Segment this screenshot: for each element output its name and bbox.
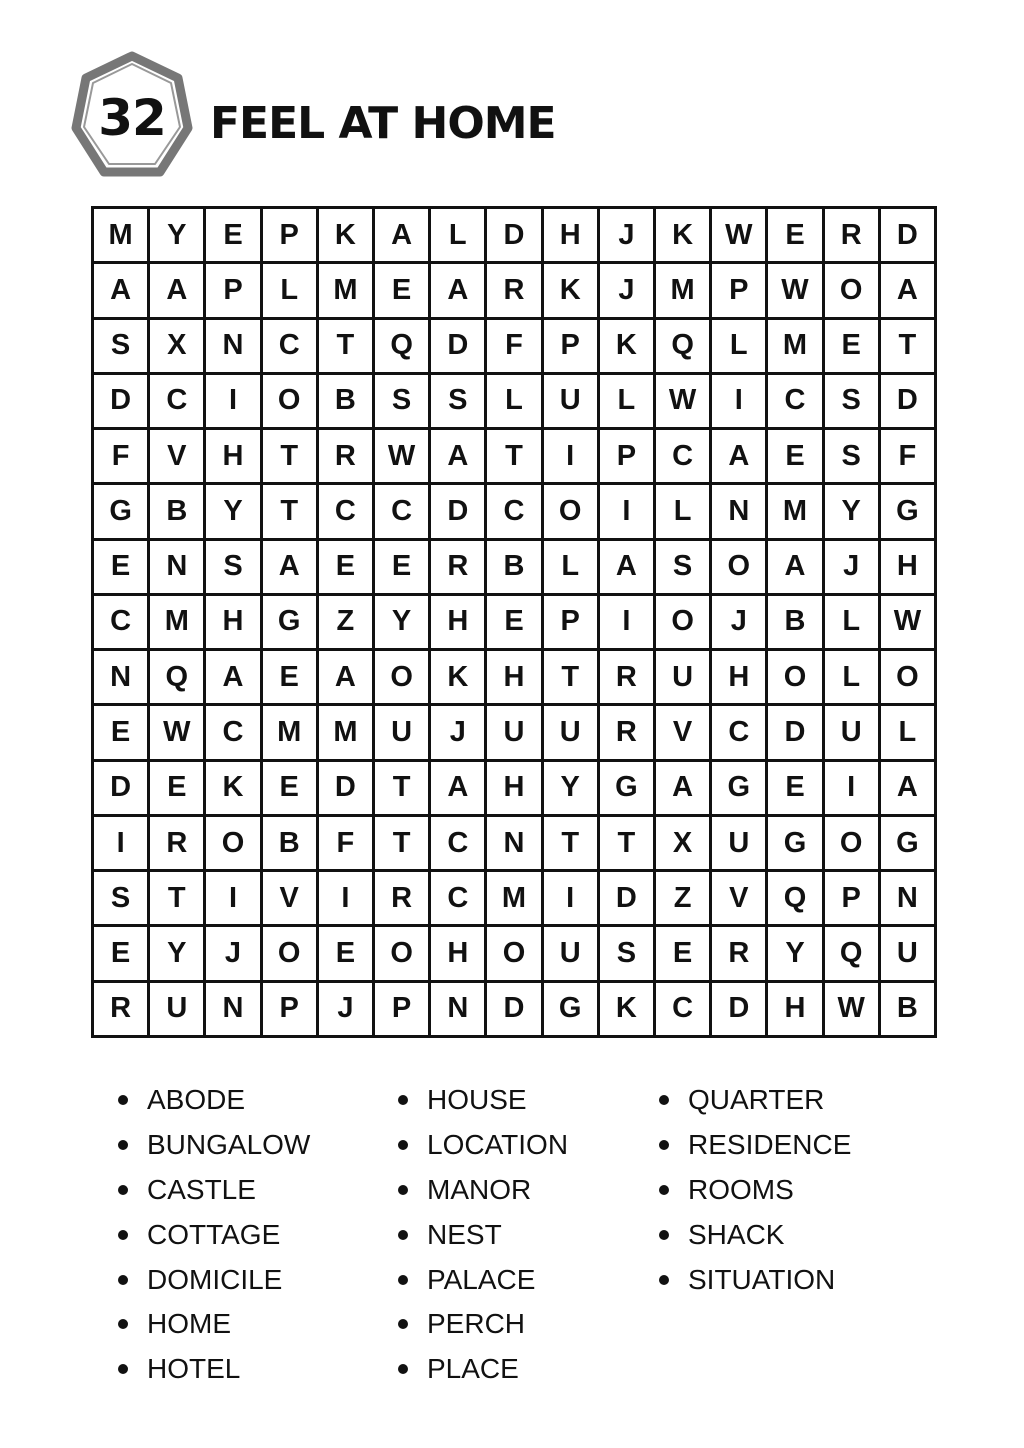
word-list-item <box>398 1168 568 1213</box>
grid-cell[interactable]: E <box>319 541 372 593</box>
word-list-item <box>659 1168 851 1213</box>
grid-cell[interactable]: P <box>712 264 765 316</box>
grid-cell[interactable]: H <box>544 209 597 261</box>
grid-cell[interactable]: G <box>600 762 653 814</box>
grid-cell[interactable]: K <box>600 320 653 372</box>
grid-cell[interactable]: E <box>768 762 821 814</box>
grid-cell[interactable]: A <box>263 541 316 593</box>
grid-cell[interactable]: H <box>206 430 259 482</box>
grid-cell[interactable]: B <box>881 983 934 1035</box>
grid-cell[interactable]: Y <box>544 762 597 814</box>
grid-cell[interactable]: A <box>319 651 372 703</box>
grid-cell[interactable]: D <box>881 209 934 261</box>
grid-cell[interactable]: F <box>881 430 934 482</box>
grid-cell[interactable]: Z <box>656 872 709 924</box>
grid-cell[interactable]: B <box>263 817 316 869</box>
grid-cell[interactable]: P <box>375 983 428 1035</box>
bullet-icon <box>398 1275 408 1285</box>
word-list-item <box>398 1078 568 1123</box>
grid-cell[interactable]: J <box>600 209 653 261</box>
grid-cell[interactable]: O <box>544 485 597 537</box>
grid-cell[interactable]: C <box>431 872 484 924</box>
grid-cell[interactable]: O <box>487 927 540 979</box>
word-list-item <box>118 1347 310 1392</box>
word-list-column-2 <box>398 1078 568 1392</box>
grid-cell[interactable]: O <box>656 596 709 648</box>
grid-cell[interactable]: F <box>487 320 540 372</box>
bullet-icon <box>118 1275 128 1285</box>
grid-cell[interactable]: E <box>487 596 540 648</box>
grid-cell[interactable]: S <box>825 430 878 482</box>
bullet-icon <box>659 1185 669 1195</box>
grid-cell[interactable]: A <box>712 430 765 482</box>
grid-cell[interactable]: A <box>600 541 653 593</box>
grid-cell[interactable]: E <box>375 541 428 593</box>
grid-cell[interactable]: S <box>600 927 653 979</box>
word-label: ROOMS <box>688 1173 794 1205</box>
bullet-icon <box>398 1364 408 1374</box>
bullet-icon <box>398 1095 408 1105</box>
grid-cell[interactable]: L <box>487 375 540 427</box>
word-label: LOCATION <box>427 1129 569 1161</box>
grid-cell[interactable]: T <box>544 817 597 869</box>
grid-cell[interactable]: A <box>881 264 934 316</box>
grid-cell[interactable]: R <box>712 927 765 979</box>
grid-cell[interactable]: J <box>206 927 259 979</box>
bullet-icon <box>398 1319 408 1329</box>
grid-cell[interactable]: N <box>94 651 147 703</box>
grid-cell[interactable]: R <box>94 983 147 1035</box>
puzzle-number-badge <box>70 50 194 185</box>
grid-cell[interactable]: T <box>375 817 428 869</box>
word-list-item <box>398 1257 568 1302</box>
grid-cell[interactable]: C <box>206 706 259 758</box>
grid-cell[interactable]: C <box>431 817 484 869</box>
grid-cell[interactable]: A <box>375 209 428 261</box>
grid-cell[interactable]: I <box>600 596 653 648</box>
grid-cell[interactable]: G <box>712 762 765 814</box>
word-label: PLACE <box>427 1353 519 1385</box>
grid-cell[interactable]: S <box>825 375 878 427</box>
grid-cell[interactable]: D <box>319 762 372 814</box>
word-label: SITUATION <box>688 1263 836 1295</box>
grid-cell[interactable]: J <box>825 541 878 593</box>
grid-cell[interactable]: A <box>206 651 259 703</box>
word-label: HOTEL <box>147 1353 241 1385</box>
grid-cell[interactable]: O <box>263 927 316 979</box>
grid-cell[interactable]: G <box>94 485 147 537</box>
grid-cell[interactable]: D <box>881 375 934 427</box>
grid-cell[interactable]: L <box>825 596 878 648</box>
grid-cell[interactable]: J <box>712 596 765 648</box>
word-list-column-1 <box>118 1078 310 1392</box>
grid-cell[interactable]: E <box>656 927 709 979</box>
grid-cell[interactable]: V <box>656 706 709 758</box>
grid-cell[interactable]: E <box>94 927 147 979</box>
grid-cell[interactable]: N <box>712 485 765 537</box>
grid-cell[interactable]: B <box>319 375 372 427</box>
grid-cell[interactable]: A <box>768 541 821 593</box>
grid-cell[interactable]: E <box>319 927 372 979</box>
grid-cell[interactable]: Y <box>150 927 203 979</box>
grid-cell[interactable]: M <box>768 320 821 372</box>
grid-cell[interactable]: Q <box>375 320 428 372</box>
grid-cell[interactable]: G <box>881 817 934 869</box>
grid-cell[interactable]: D <box>487 209 540 261</box>
grid-cell[interactable]: T <box>881 320 934 372</box>
word-list-item <box>118 1123 310 1168</box>
grid-cell[interactable]: J <box>431 706 484 758</box>
puzzle-header <box>70 50 770 185</box>
grid-cell[interactable]: Y <box>768 927 821 979</box>
grid-cell[interactable]: H <box>431 596 484 648</box>
grid-cell[interactable]: P <box>206 264 259 316</box>
word-list-column-3 <box>659 1078 851 1302</box>
grid-cell[interactable]: L <box>263 264 316 316</box>
grid-cell[interactable]: I <box>600 485 653 537</box>
puzzle-number: 32 <box>98 88 166 147</box>
word-list-item <box>398 1347 568 1392</box>
word-label: QUARTER <box>688 1084 825 1116</box>
grid-cell[interactable]: J <box>600 264 653 316</box>
grid-cell[interactable]: D <box>712 983 765 1035</box>
grid-cell[interactable]: C <box>94 596 147 648</box>
grid-cell[interactable]: W <box>825 983 878 1035</box>
bullet-icon <box>659 1275 669 1285</box>
grid-cell[interactable]: B <box>768 596 821 648</box>
grid-cell[interactable]: C <box>712 706 765 758</box>
grid-cell[interactable]: O <box>825 817 878 869</box>
grid-cell[interactable]: U <box>487 706 540 758</box>
grid-cell[interactable]: G <box>768 817 821 869</box>
grid-cell[interactable]: K <box>206 762 259 814</box>
bullet-icon <box>118 1364 128 1374</box>
grid-cell[interactable]: E <box>263 762 316 814</box>
grid-cell[interactable]: E <box>375 264 428 316</box>
grid-cell[interactable]: M <box>94 209 147 261</box>
grid-cell[interactable]: U <box>544 927 597 979</box>
grid-cell[interactable]: N <box>487 817 540 869</box>
word-list-item <box>118 1212 310 1257</box>
grid-cell[interactable]: T <box>600 817 653 869</box>
grid-cell[interactable]: P <box>825 872 878 924</box>
grid-cell[interactable]: D <box>431 320 484 372</box>
word-list-item <box>659 1078 851 1123</box>
grid-cell[interactable]: C <box>319 485 372 537</box>
word-list-item <box>398 1123 568 1168</box>
grid-cell[interactable]: T <box>263 485 316 537</box>
grid-cell[interactable]: P <box>544 320 597 372</box>
grid-cell[interactable]: J <box>319 983 372 1035</box>
grid-cell[interactable]: L <box>712 320 765 372</box>
grid-cell[interactable]: T <box>263 430 316 482</box>
grid-cell[interactable]: N <box>206 320 259 372</box>
grid-cell[interactable]: I <box>825 762 878 814</box>
grid-cell[interactable]: G <box>263 596 316 648</box>
puzzle-title: FEEL AT HOME <box>210 98 556 149</box>
grid-cell[interactable]: D <box>94 375 147 427</box>
grid-cell[interactable]: T <box>150 872 203 924</box>
grid-cell[interactable]: O <box>825 264 878 316</box>
grid-cell[interactable]: K <box>319 209 372 261</box>
grid-cell[interactable]: S <box>94 872 147 924</box>
grid-cell[interactable]: T <box>487 430 540 482</box>
grid-cell[interactable]: M <box>656 264 709 316</box>
grid-cell[interactable]: A <box>656 762 709 814</box>
grid-cell[interactable]: A <box>150 264 203 316</box>
grid-cell[interactable]: C <box>656 430 709 482</box>
grid-cell[interactable]: N <box>431 983 484 1035</box>
grid-cell[interactable]: U <box>881 927 934 979</box>
grid-cell[interactable]: L <box>656 485 709 537</box>
word-list-item <box>659 1123 851 1168</box>
grid-cell[interactable]: S <box>656 541 709 593</box>
grid-cell[interactable]: U <box>375 706 428 758</box>
word-label: BUNGALOW <box>147 1129 311 1161</box>
grid-cell[interactable]: R <box>375 872 428 924</box>
bullet-icon <box>659 1140 669 1150</box>
bullet-icon <box>118 1319 128 1329</box>
word-search-grid <box>91 206 937 1038</box>
grid-cell[interactable]: B <box>150 485 203 537</box>
bullet-icon <box>118 1185 128 1195</box>
grid-cell[interactable]: N <box>881 872 934 924</box>
grid-cell[interactable]: D <box>768 706 821 758</box>
bullet-icon <box>398 1140 408 1150</box>
grid-cell[interactable]: H <box>712 651 765 703</box>
grid-cell[interactable]: Y <box>150 209 203 261</box>
grid-cell[interactable]: M <box>487 872 540 924</box>
grid-cell[interactable]: E <box>206 209 259 261</box>
grid-cell[interactable]: E <box>150 762 203 814</box>
grid-cell[interactable]: E <box>768 430 821 482</box>
grid-cell[interactable]: X <box>656 817 709 869</box>
grid-cell[interactable]: R <box>150 817 203 869</box>
grid-cell[interactable]: F <box>319 817 372 869</box>
grid-cell[interactable]: C <box>768 375 821 427</box>
grid-cell[interactable]: R <box>319 430 372 482</box>
word-label: PERCH <box>427 1308 526 1340</box>
grid-cell[interactable]: M <box>319 264 372 316</box>
grid-cell[interactable]: N <box>206 983 259 1035</box>
grid-cell[interactable]: M <box>319 706 372 758</box>
word-label: SHACK <box>688 1218 785 1250</box>
grid-cell[interactable]: C <box>375 485 428 537</box>
grid-cell[interactable]: L <box>881 706 934 758</box>
grid-cell[interactable]: K <box>656 209 709 261</box>
word-label: ABODE <box>147 1084 246 1116</box>
grid-cell[interactable]: L <box>600 375 653 427</box>
grid-cell[interactable]: S <box>206 541 259 593</box>
grid-cell[interactable]: M <box>263 706 316 758</box>
grid-cell[interactable]: I <box>319 872 372 924</box>
grid-cell[interactable]: G <box>544 983 597 1035</box>
grid-cell[interactable]: X <box>150 320 203 372</box>
grid-cell[interactable]: V <box>712 872 765 924</box>
grid-cell[interactable]: E <box>94 541 147 593</box>
grid-cell[interactable]: T <box>375 762 428 814</box>
grid-cell[interactable]: W <box>375 430 428 482</box>
grid-cell[interactable]: D <box>431 485 484 537</box>
grid-cell[interactable]: E <box>825 320 878 372</box>
grid-cell[interactable]: N <box>150 541 203 593</box>
bullet-icon <box>398 1230 408 1240</box>
grid-cell[interactable]: C <box>487 485 540 537</box>
grid-cell[interactable]: A <box>431 762 484 814</box>
word-label: PALACE <box>427 1263 536 1295</box>
grid-cell[interactable]: W <box>712 209 765 261</box>
grid-cell[interactable]: W <box>768 264 821 316</box>
grid-cell[interactable]: H <box>881 541 934 593</box>
grid-cell[interactable]: U <box>656 651 709 703</box>
grid-cell[interactable]: A <box>94 264 147 316</box>
grid-cell[interactable]: K <box>600 983 653 1035</box>
grid-cell[interactable]: R <box>487 264 540 316</box>
grid-cell[interactable]: I <box>206 375 259 427</box>
word-label: COTTAGE <box>147 1218 281 1250</box>
grid-cell[interactable]: Q <box>768 872 821 924</box>
word-list <box>0 1078 1024 1398</box>
word-list-item <box>659 1257 851 1302</box>
grid-cell[interactable]: P <box>263 209 316 261</box>
word-list-item <box>118 1302 310 1347</box>
bullet-icon <box>118 1230 128 1240</box>
grid-cell[interactable]: O <box>712 541 765 593</box>
grid-cell[interactable]: O <box>881 651 934 703</box>
word-label: MANOR <box>427 1173 532 1205</box>
bullet-icon <box>659 1230 669 1240</box>
grid-cell[interactable]: T <box>544 651 597 703</box>
grid-cell[interactable]: I <box>544 430 597 482</box>
grid-cell[interactable]: Q <box>825 927 878 979</box>
grid-cell[interactable]: V <box>150 430 203 482</box>
grid-cell[interactable]: O <box>375 927 428 979</box>
grid-cell[interactable]: P <box>544 596 597 648</box>
grid-cell[interactable]: F <box>94 430 147 482</box>
word-label: NEST <box>427 1218 502 1250</box>
grid-cell[interactable]: E <box>263 651 316 703</box>
grid-cell[interactable]: D <box>94 762 147 814</box>
grid-cell[interactable]: S <box>431 375 484 427</box>
word-label: CASTLE <box>147 1173 256 1205</box>
word-label: DOMICILE <box>147 1263 283 1295</box>
grid-cell[interactable]: P <box>263 983 316 1035</box>
word-label: RESIDENCE <box>688 1129 852 1161</box>
bullet-icon <box>118 1140 128 1150</box>
word-list-item <box>118 1078 310 1123</box>
grid-cell[interactable]: H <box>768 983 821 1035</box>
grid-cell[interactable]: B <box>487 541 540 593</box>
grid-cell[interactable]: A <box>431 430 484 482</box>
grid-cell[interactable]: Y <box>825 485 878 537</box>
grid-cell[interactable]: U <box>544 706 597 758</box>
grid-cell[interactable]: U <box>825 706 878 758</box>
grid-cell[interactable]: H <box>206 596 259 648</box>
grid-cell[interactable]: O <box>768 651 821 703</box>
grid-cell[interactable]: E <box>768 209 821 261</box>
grid-cell[interactable]: D <box>600 872 653 924</box>
grid-cell[interactable]: L <box>544 541 597 593</box>
grid-cell[interactable]: G <box>881 485 934 537</box>
grid-cell[interactable]: H <box>431 927 484 979</box>
grid-cell[interactable]: I <box>712 375 765 427</box>
grid-cell[interactable]: S <box>94 320 147 372</box>
grid-cell[interactable]: I <box>544 872 597 924</box>
word-list-item <box>659 1212 851 1257</box>
word-label: HOUSE <box>427 1084 527 1116</box>
grid-cell[interactable]: S <box>375 375 428 427</box>
grid-cell[interactable]: D <box>487 983 540 1035</box>
word-list-item <box>118 1168 310 1213</box>
grid-cell[interactable]: T <box>319 320 372 372</box>
grid-cell[interactable]: P <box>600 430 653 482</box>
grid-cell[interactable]: O <box>263 375 316 427</box>
grid-cell[interactable]: R <box>600 706 653 758</box>
grid-cell[interactable]: V <box>263 872 316 924</box>
grid-cell[interactable]: H <box>487 651 540 703</box>
grid-cell[interactable]: W <box>881 596 934 648</box>
grid-cell[interactable]: A <box>881 762 934 814</box>
word-list-item <box>398 1212 568 1257</box>
grid-cell[interactable]: W <box>656 375 709 427</box>
grid-cell[interactable]: Y <box>375 596 428 648</box>
word-list-item <box>118 1257 310 1302</box>
grid-cell[interactable]: K <box>431 651 484 703</box>
word-label: HOME <box>147 1308 231 1340</box>
bullet-icon <box>118 1095 128 1105</box>
grid-cell[interactable]: I <box>206 872 259 924</box>
grid-cell[interactable]: C <box>150 375 203 427</box>
grid-cell[interactable]: C <box>656 983 709 1035</box>
grid-cell[interactable]: O <box>206 817 259 869</box>
grid-cell[interactable]: U <box>544 375 597 427</box>
bullet-icon <box>398 1185 408 1195</box>
grid-cell[interactable]: W <box>150 706 203 758</box>
grid-cell[interactable]: L <box>825 651 878 703</box>
grid-cell[interactable]: A <box>431 264 484 316</box>
grid-cell[interactable]: Q <box>150 651 203 703</box>
grid-cell[interactable]: Q <box>656 320 709 372</box>
grid-cell[interactable]: Y <box>206 485 259 537</box>
grid-cell[interactable]: H <box>487 762 540 814</box>
grid-cell[interactable]: R <box>600 651 653 703</box>
grid-cell[interactable]: E <box>94 706 147 758</box>
grid-cell[interactable]: C <box>263 320 316 372</box>
grid-cell[interactable]: M <box>150 596 203 648</box>
grid-cell[interactable]: R <box>825 209 878 261</box>
grid-cell[interactable]: U <box>150 983 203 1035</box>
word-list-item <box>398 1302 568 1347</box>
grid-cell[interactable]: R <box>431 541 484 593</box>
grid-cell[interactable]: I <box>94 817 147 869</box>
grid-cell[interactable]: Z <box>319 596 372 648</box>
grid-cell[interactable]: U <box>712 817 765 869</box>
grid-cell[interactable]: M <box>768 485 821 537</box>
grid-cell[interactable]: K <box>544 264 597 316</box>
grid-cell[interactable]: L <box>431 209 484 261</box>
bullet-icon <box>659 1095 669 1105</box>
grid-cell[interactable]: O <box>375 651 428 703</box>
